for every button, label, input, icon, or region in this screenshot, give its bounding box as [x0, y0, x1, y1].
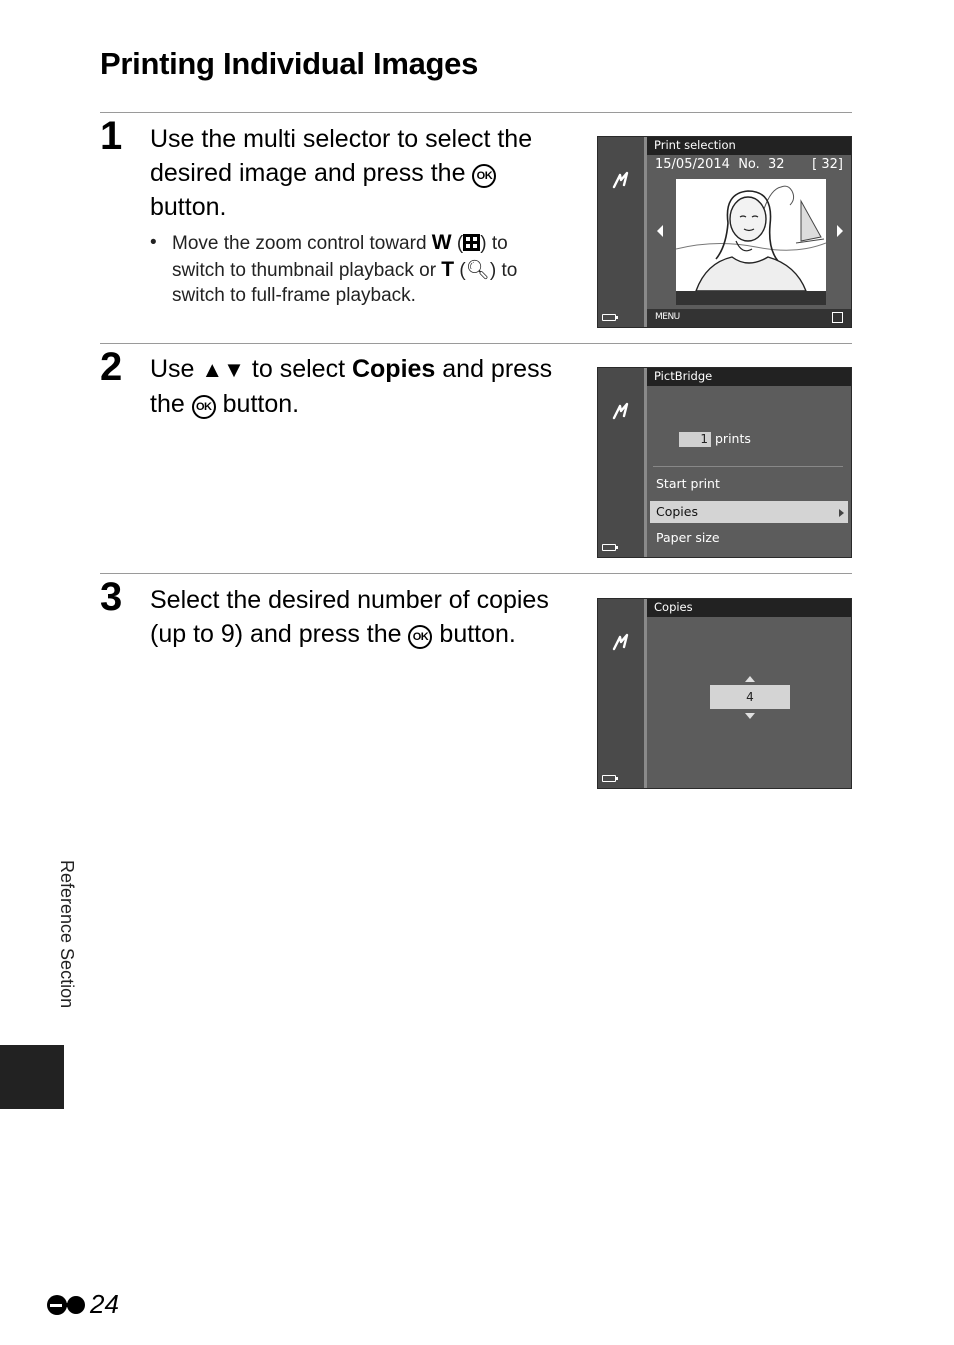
- full-frame-icon[interactable]: [832, 312, 843, 323]
- thumbnail-icon: [463, 234, 480, 251]
- prints-count: 1: [679, 432, 711, 447]
- print-count: [ 32]: [812, 157, 843, 172]
- ok-button-icon: OK: [408, 625, 432, 649]
- step-1-note: • Move the zoom control toward W ( ) to switch to thumbnail playback or T (🔍︎) to switch to full-frame playback.: [150, 231, 518, 306]
- decrease-arrow-icon[interactable]: [745, 713, 755, 719]
- playback-mode-icon: [610, 400, 632, 422]
- step-number: 1: [100, 114, 123, 158]
- next-image-arrow-icon[interactable]: [837, 225, 843, 237]
- step-1-text: Use the multi selector to select the desired image and press the OK button.: [150, 125, 533, 221]
- section-divider: [100, 112, 852, 113]
- page-title: Printing Individual Images: [100, 46, 479, 81]
- caret-right-icon: [839, 509, 844, 517]
- print-selection-screen: [597, 136, 852, 328]
- step-number: 3: [100, 575, 123, 619]
- section-divider: [100, 343, 852, 344]
- ok-button-icon: OK: [192, 395, 216, 419]
- battery-icon: [602, 544, 616, 551]
- screen-header: Copies: [647, 599, 851, 617]
- copies-screen: [597, 598, 852, 789]
- menu-item-copies[interactable]: Copies: [650, 501, 848, 523]
- pictbridge-screen: [597, 367, 852, 558]
- menu-item-paper-size[interactable]: Paper size: [656, 530, 720, 545]
- t-key: T: [441, 257, 455, 281]
- ok-button-icon: OK: [472, 164, 496, 188]
- screen-header: PictBridge: [647, 368, 851, 386]
- menu-item-start-print[interactable]: Start print: [656, 476, 720, 491]
- section-side-label: Reference Section: [57, 860, 77, 1009]
- w-key: W: [431, 231, 452, 254]
- prev-image-arrow-icon[interactable]: [657, 225, 663, 237]
- copies-value[interactable]: 4: [710, 685, 790, 709]
- screen-header: Print selection: [647, 137, 851, 155]
- date-and-number: 15/05/2014 No. 32: [655, 157, 785, 172]
- playback-mode-icon: [610, 169, 632, 191]
- bullet-dot: •: [150, 232, 157, 253]
- battery-icon: [602, 775, 616, 782]
- battery-icon: [602, 314, 616, 321]
- increase-arrow-icon[interactable]: [745, 676, 755, 682]
- step-2-text: Use ▲▼ to select Copies and press the OK button.: [150, 355, 553, 418]
- menu-icon[interactable]: MENU: [655, 312, 680, 322]
- e-section-icon: [46, 1294, 86, 1316]
- step-3-text: Select the desired number of copies (up to 9) and press the OK button.: [150, 586, 549, 648]
- zoom-magnifier-icon: 🔍︎: [465, 259, 490, 281]
- section-divider: [100, 573, 852, 574]
- up-down-arrows-icon: ▲▼: [201, 357, 245, 382]
- page-number: 24: [46, 1289, 119, 1320]
- playback-mode-icon: [610, 631, 632, 653]
- section-tab-block: [0, 1045, 64, 1109]
- step-number: 2: [100, 345, 123, 389]
- prints-label: prints: [715, 431, 751, 446]
- preview-image: [676, 179, 826, 291]
